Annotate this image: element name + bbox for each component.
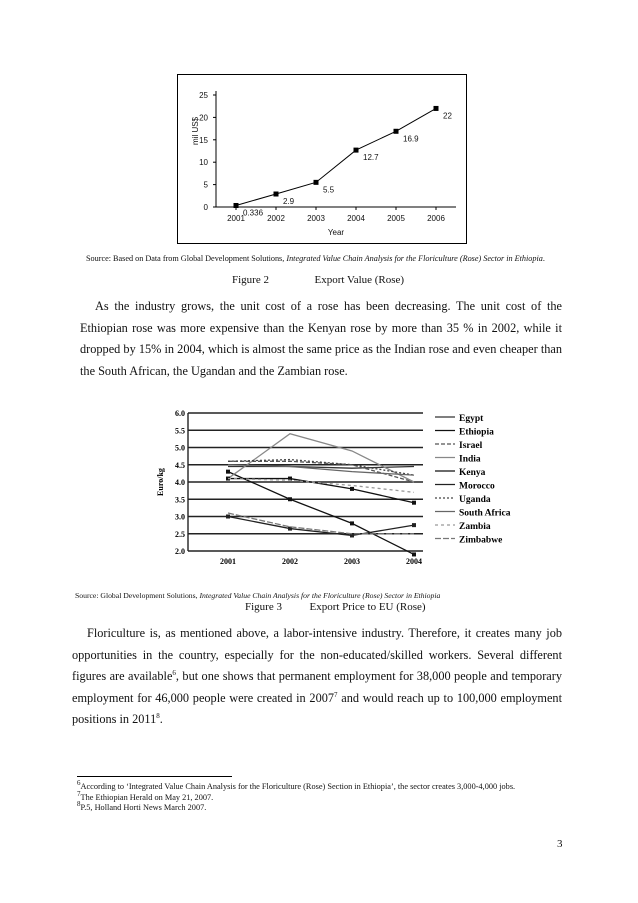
x-tick-label: 2004	[406, 557, 422, 566]
footnote-6	[77, 779, 567, 793]
y-tick-label: 3.5	[175, 495, 185, 505]
data-point	[412, 523, 416, 527]
paragraph-unit-cost	[80, 296, 562, 382]
legend-label: South Africa	[459, 508, 511, 519]
data-label: 5.5	[323, 185, 335, 195]
y-tick-label: 2.5	[175, 529, 185, 539]
figure2-source	[86, 252, 566, 266]
y-tick-label: 4.0	[175, 478, 185, 487]
x-tick-label: 2005	[387, 214, 405, 223]
figure3-number: Figure 3	[245, 601, 282, 613]
legend-label: Ethiopia	[459, 427, 494, 438]
x-axis-title: Year	[327, 228, 345, 237]
data-label: 16.9	[403, 134, 419, 144]
y-tick-label: 25	[199, 91, 208, 100]
legend-label: Kenya	[459, 468, 486, 478]
paragraph-unit-cost-text: As the industry grows, the unit cost of a rose has been decreasing. The unit cost of the Ethiopian rose was more expensive than the Kenyan rose by more than 35 % in 2002, while it dropped by 15% in 2004, which is almost the same price as the Indian rose and even cheaper than the South African, the Ugandan and the Zambian rose.	[80, 299, 562, 378]
footnotes	[77, 779, 567, 814]
data-point	[350, 521, 354, 525]
series-line	[236, 108, 436, 205]
x-tick-label: 2002	[282, 557, 298, 566]
x-tick-label: 2006	[427, 214, 445, 223]
legend-label: Egypt	[459, 414, 484, 424]
figure3-source-prefix: Source: Global Development Solutions,	[75, 591, 198, 600]
figure2-source-title: Integrated Value Chain Analysis for the Floriculture (Rose) Sector in Ethiopia	[286, 254, 543, 263]
figure3-title: Export Price to EU (Rose)	[309, 601, 426, 613]
figure2-source-end: .	[542, 254, 545, 263]
footnote-8-num: 8	[77, 800, 81, 809]
figure2-caption	[232, 274, 404, 286]
data-label: 0.336	[243, 208, 264, 218]
data-label: 22	[443, 111, 452, 121]
footnote-8-text: P.5, Holland Horti News March 2007.	[80, 803, 207, 812]
legend-label: Israel	[459, 441, 483, 451]
y-axis-title: mil US$	[191, 116, 200, 146]
data-point	[412, 552, 416, 556]
paragraph-employment-part2: , but one shows that permanent employment for 38,000 people and temporary employment for 46,000 people were created in 2007	[72, 669, 562, 705]
footnote-6-num: 6	[77, 779, 81, 788]
footnote-8	[77, 800, 567, 814]
data-point	[354, 148, 359, 153]
data-label: 2.9	[283, 197, 295, 207]
y-tick-label: 5.0	[175, 443, 185, 453]
y-tick-label: 15	[199, 135, 208, 145]
export-value-chart	[177, 74, 467, 244]
data-point	[314, 180, 319, 185]
legend-label: India	[459, 454, 481, 465]
y-tick-label: 0	[203, 203, 208, 212]
footnote-divider	[77, 776, 232, 777]
export-price-chart	[155, 405, 530, 575]
data-point	[412, 501, 416, 505]
legend-label: Morocco	[459, 481, 495, 492]
figure2-source-prefix: Source: Based on Data from Global Development Solutions,	[86, 254, 285, 263]
y-tick-label: 20	[199, 113, 208, 123]
data-point	[434, 106, 439, 111]
footnote-7-num: 7	[77, 789, 81, 798]
data-point	[226, 470, 230, 474]
footnote-7-text: The Ethiopian Herald on May 21, 2007.	[80, 792, 214, 802]
y-tick-label: 4.5	[175, 460, 185, 470]
paragraph-employment-part3: and would reach up to 100,000 employment positions in 2011	[72, 690, 562, 726]
y-tick-label: 5	[203, 180, 208, 190]
y-tick-label: 6.0	[175, 409, 185, 418]
x-tick-label: 2003	[307, 214, 325, 223]
figure3-caption	[245, 601, 426, 613]
legend-label: Zambia	[459, 522, 491, 532]
x-tick-label: 2002	[267, 214, 285, 223]
footnote-6-text: According to ‘Integrated Value Chain Analysis for the Floriculture (Rose) Section in Ethiopia’, the sector creates 3,000-4,000 jobs.	[80, 782, 516, 791]
x-tick-label: 2003	[344, 557, 360, 566]
y-tick-label: 10	[199, 158, 208, 168]
x-tick-label: 2001	[220, 557, 236, 566]
footnote-ref-7: 7	[334, 690, 338, 699]
data-point	[394, 129, 399, 134]
export-value-chart-svg	[178, 75, 468, 245]
figure2-title: Export Value (Rose)	[314, 274, 405, 286]
figure3-source-title: Integrated Value Chain Analysis for the Floriculture (Rose) Sector in Ethiopia	[199, 591, 441, 600]
figure2-number: Figure 2	[232, 274, 269, 286]
figure3-source	[75, 591, 440, 600]
x-tick-label: 2001	[227, 214, 245, 223]
y-axis-title: Euro/kg	[156, 468, 165, 496]
footnote-ref-6: 6	[172, 668, 176, 677]
legend-label: Uganda	[459, 495, 491, 505]
footnote-7	[77, 789, 567, 804]
data-point	[226, 515, 230, 519]
legend-label: Zimbabwe	[459, 535, 503, 546]
y-tick-label: 2.0	[175, 547, 185, 556]
data-point	[234, 203, 239, 208]
data-point	[350, 487, 354, 491]
page-number: 3	[557, 838, 563, 850]
x-tick-label: 2004	[347, 214, 365, 223]
y-tick-label: 5.5	[175, 426, 185, 436]
data-point	[274, 192, 279, 197]
paragraph-employment-part4: .	[159, 712, 163, 726]
data-point	[288, 497, 292, 501]
paragraph-employment	[72, 623, 562, 731]
data-label: 12.7	[363, 153, 379, 163]
paragraph-employment-part1: Floriculture is, as mentioned above, a labor-intensive industry. Therefore, it creates many job opportunities in the country, especially for the non-educated/skilled workers. Several different figures are available	[72, 626, 562, 683]
y-tick-label: 3.0	[175, 512, 185, 522]
footnote-ref-8: 8	[156, 711, 160, 720]
